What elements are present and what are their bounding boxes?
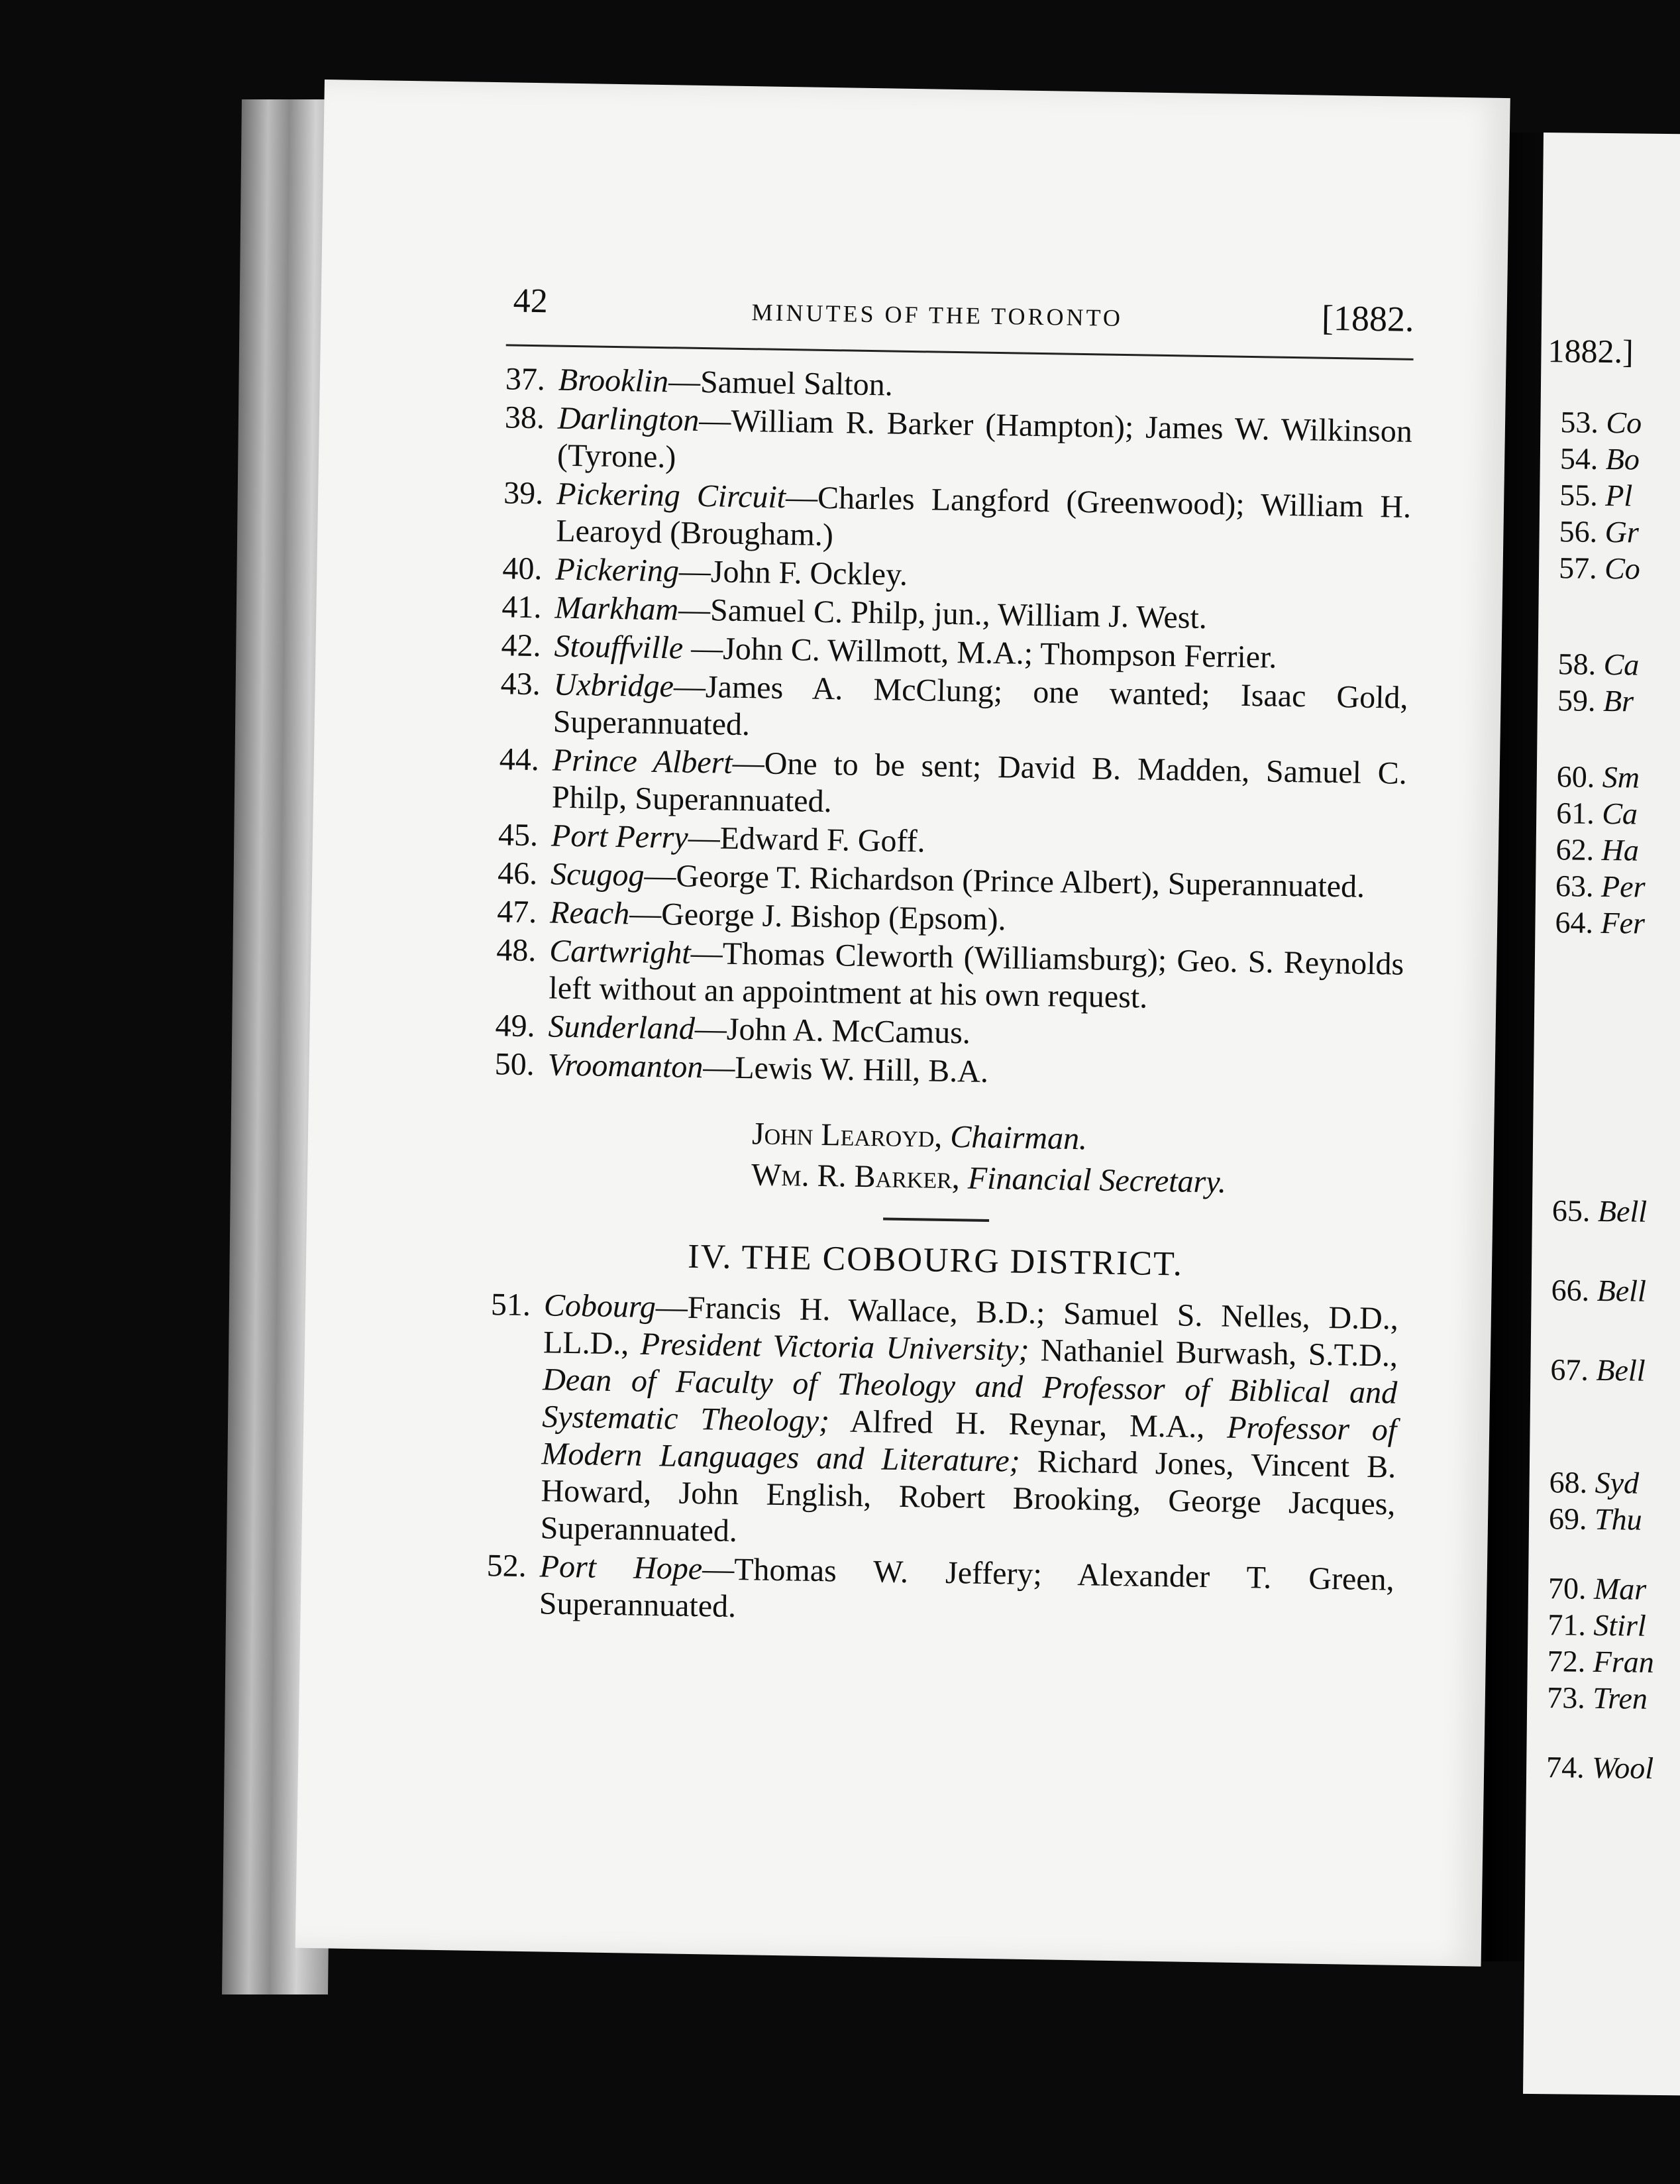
right-entry-70: 70. Mar <box>1548 1571 1647 1606</box>
header-year: [1882. <box>1321 298 1414 339</box>
header-rule <box>506 344 1414 360</box>
right-entry-64: 64. Fer <box>1555 905 1646 940</box>
entry-51: 51. Cobourg—Francis H. Wallace, B.D.; Samuel S. Nelles, D.D., LL.D., President Victoria University; Nathaniel Burwash, S.T.D., Dean of Faculty of Theology and Professor of Biblical and Systematic Theology; Alfred H. Reynar, M.A., Professor of Modern Languages and Literature; Richard Jones, Vincent B. Howard, John English, Robert Brooking, George Jacques, Superannuated. <box>490 1287 1399 1549</box>
right-entry-72: 72. Fran <box>1547 1644 1655 1679</box>
right-entry-53: 53. Co <box>1560 405 1642 440</box>
right-entry-58: 58. Ca <box>1557 647 1640 682</box>
page-content <box>466 281 1414 1637</box>
right-entry-59: 59. Br <box>1557 683 1634 718</box>
entry-44: 44. Prince Albert—One to be sent; David B. Madden, Samuel C. Philp, Superannuated. <box>499 741 1408 820</box>
right-entry-63: 63. Per <box>1555 869 1646 904</box>
left-page <box>295 80 1510 1967</box>
entry-47: 47. Reach—George J. Bishop (Epsom). <box>496 894 1006 938</box>
entry-46: 46. Scugog—George T. Richardson (Prince Albert), Superannuated. <box>497 855 1365 904</box>
right-entry-55: 55. Pl <box>1559 478 1633 513</box>
right-entry-57: 57. Co <box>1558 551 1641 586</box>
running-title: MINUTES OF THE TORONTO <box>751 299 1124 331</box>
right-entry-61: 61. Ca <box>1555 796 1638 831</box>
running-header <box>486 281 1414 375</box>
right-entry-66: 66. Bell <box>1551 1273 1647 1308</box>
right-entry-56: 56. Gr <box>1559 514 1640 549</box>
signature-block <box>751 1113 1402 1205</box>
right-entry-62: 62. Ha <box>1555 832 1640 867</box>
right-entry-54: 54. Bo <box>1559 441 1640 476</box>
right-page <box>1523 133 1680 2095</box>
entry-48: 48. Cartwright—Thomas Cleworth (Williamsburg); Geo. S. Reynolds left without an appointment at his own request. <box>496 932 1404 1015</box>
right-entry-73: 73. Tren <box>1547 1680 1648 1716</box>
section-divider <box>883 1217 989 1222</box>
signature-secretary: Wm. R. Barker, Financial Secretary. <box>751 1157 1227 1200</box>
entry-40: 40. Pickering—John F. Ockley. <box>502 551 908 592</box>
right-entry-71: 71. Stirl <box>1548 1608 1646 1643</box>
page-number: 42 <box>513 282 549 321</box>
entry-49: 49. Sunderland—John A. McCamus. <box>495 1008 971 1051</box>
entry-50: 50. Vroomanton—Lewis W. Hill, B.A. <box>494 1046 989 1089</box>
right-entry-65: 65. Bell <box>1551 1193 1648 1228</box>
right-entry-68: 68. Syd <box>1549 1465 1640 1500</box>
signature-chairman: John Learoyd, Chairman. <box>751 1116 1088 1157</box>
entry-38: 38. Darlington—William R. Barker (Hampton); James W. Wilkinson (Tyrone.) <box>504 400 1413 475</box>
right-entry-60: 60. Sm <box>1556 759 1640 794</box>
right-page-year: 1882.] <box>1548 332 1634 370</box>
entry-41: 41. Markham—Samuel C. Philp, jun., William J. West. <box>501 589 1208 636</box>
entry-45: 45. Port Perry—Edward F. Goff. <box>498 817 925 859</box>
entry-43: 43. Uxbridge—James A. McClung; one wanted; Isaac Gold, Superannuated. <box>500 666 1408 743</box>
entry-42: 42. Stouffville —John C. Willmott, M.A.; Thompson Ferrier. <box>501 628 1277 675</box>
entry-39: 39. Pickering Circuit—Charles Langford (Greenwood); William H. Learoyd (Brougham.) <box>503 475 1412 553</box>
entry-52: 52. Port Hope—Thomas W. Jeffery; Alexander T. Green, Superannuated. <box>486 1548 1395 1625</box>
section-heading: IV. THE COBOURG DISTRICT. <box>687 1237 1184 1283</box>
right-entry-74: 74. Wool <box>1546 1750 1654 1785</box>
right-entry-69: 69. Thu <box>1548 1502 1642 1537</box>
right-entry-67: 67. Bell <box>1550 1352 1646 1388</box>
entry-list <box>474 360 1413 1097</box>
entry-37: 37. Brooklin—Samuel Salton. <box>505 361 894 403</box>
